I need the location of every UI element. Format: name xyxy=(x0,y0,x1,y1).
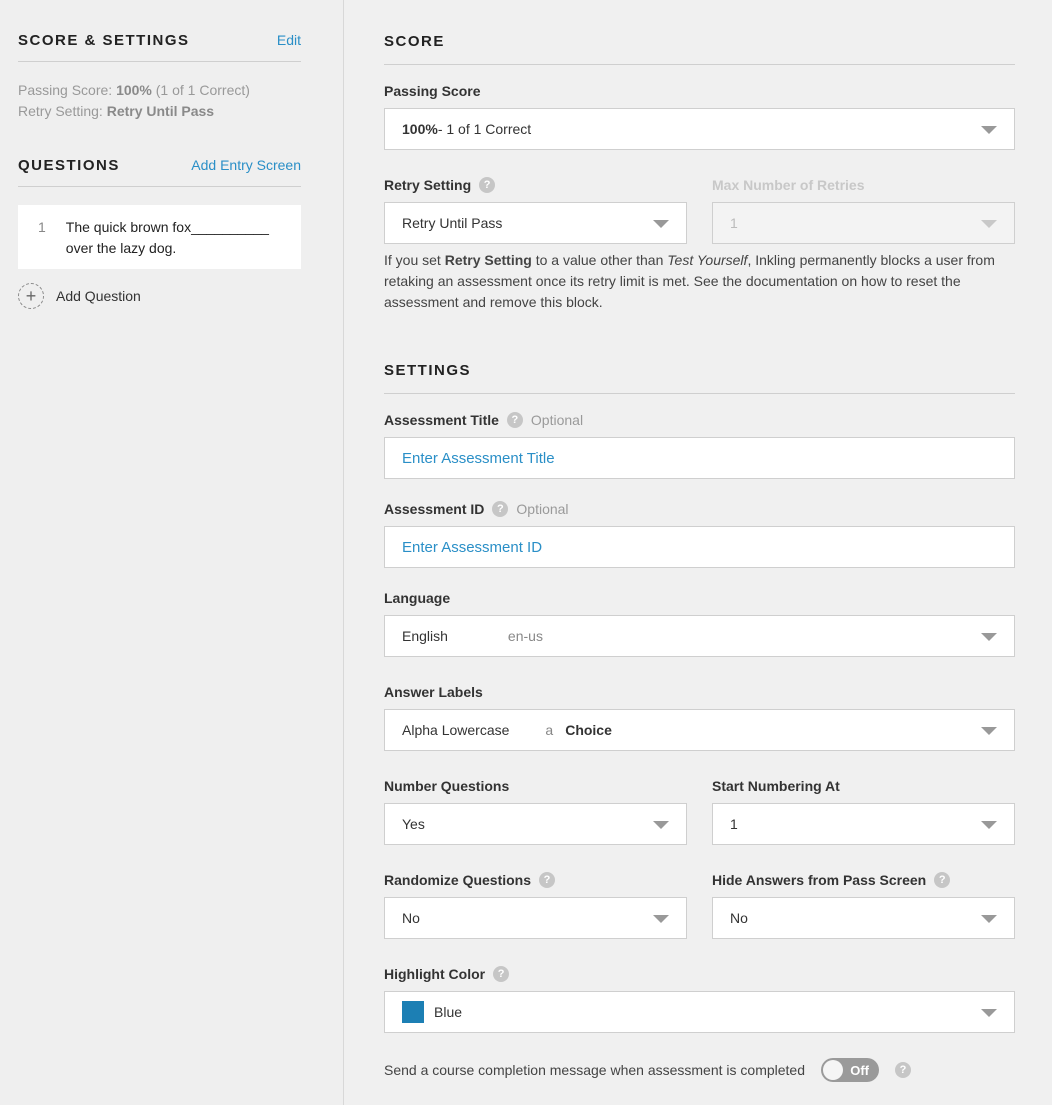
retry-note: If you set Retry Setting to a value other than Test Yourself, Inkling permanently blocks a user from retaking an assessment once its retry limit is met. See the documentation on how to reset the assessment and remove this block. xyxy=(384,252,995,310)
sidebar xyxy=(0,0,344,1105)
chevron-down-icon xyxy=(981,727,997,735)
optional-tag: Optional xyxy=(516,501,569,517)
question-number: 1 xyxy=(38,219,46,235)
add-entry-screen-link[interactable]: Add Entry Screen xyxy=(191,157,301,173)
add-question-button[interactable] xyxy=(18,283,141,309)
answer-label-sample: a xyxy=(545,722,554,738)
highlight-color-label: Highlight Color ? xyxy=(384,966,509,982)
answer-labels-label: Answer Labels xyxy=(384,684,483,700)
randomize-questions-label: Randomize Questions ? xyxy=(384,872,555,888)
chevron-down-icon xyxy=(981,126,997,134)
color-swatch xyxy=(402,1001,424,1023)
assessment-id-input[interactable] xyxy=(384,526,1015,568)
max-retries-label: Max Number of Retries xyxy=(712,177,865,193)
help-icon[interactable]: ? xyxy=(493,966,509,982)
chevron-down-icon xyxy=(981,821,997,829)
add-question-label: Add Question xyxy=(56,288,141,304)
chevron-down-icon xyxy=(981,1009,997,1017)
assessment-title-placeholder: Enter Assessment Title xyxy=(402,449,555,467)
highlight-color-select[interactable]: Blue xyxy=(384,991,1015,1033)
retry-setting-label: Retry Setting ? xyxy=(384,177,495,193)
start-numbering-select[interactable]: 1 xyxy=(712,803,1015,845)
chevron-down-icon xyxy=(653,220,669,228)
completion-message-label: Send a course completion message when assessment is completed xyxy=(384,1062,805,1078)
hide-answers-select[interactable]: No xyxy=(712,897,1015,939)
edit-link[interactable]: Edit xyxy=(276,32,301,48)
score-section-title: SCORE xyxy=(384,33,1015,65)
assessment-title-input[interactable] xyxy=(384,437,1015,479)
passing-score-label: Passing Score xyxy=(384,83,481,99)
language-label: Language xyxy=(384,590,451,606)
settings-section-title: SETTINGS xyxy=(384,362,1015,394)
chevron-down-icon xyxy=(653,915,669,923)
randomize-questions-select[interactable]: No xyxy=(384,897,687,939)
number-questions-label: Number Questions xyxy=(384,778,510,794)
completion-message-toggle[interactable] xyxy=(821,1058,879,1082)
question-text: The quick brown fox__________ over the lazy dog. xyxy=(65,219,269,256)
assessment-id-label: Assessment ID ? Optional xyxy=(384,501,569,517)
help-icon[interactable]: ? xyxy=(507,412,523,428)
language-code: en-us xyxy=(507,628,543,644)
toggle-knob xyxy=(823,1060,843,1080)
score-summary: Passing Score: 100% (1 of 1 Correct) Retry Setting: Retry Until Pass xyxy=(18,82,250,119)
score-settings-header xyxy=(18,32,301,62)
question-list-item[interactable] xyxy=(18,205,301,269)
help-icon[interactable]: ? xyxy=(934,872,950,888)
questions-title: QUESTIONS xyxy=(18,157,120,174)
chevron-down-icon xyxy=(653,821,669,829)
help-icon[interactable]: ? xyxy=(539,872,555,888)
passing-score-summary: 100% xyxy=(116,82,152,98)
score-settings-title: SCORE & SETTINGS xyxy=(18,32,190,49)
optional-tag: Optional xyxy=(530,412,584,428)
questions-header xyxy=(18,157,301,187)
chevron-down-icon xyxy=(981,633,997,641)
retry-setting-summary: Retry Until Pass xyxy=(106,103,215,119)
passing-score-select[interactable]: 100% - 1 of 1 Correct xyxy=(384,108,1015,150)
chevron-down-icon xyxy=(981,915,997,923)
completion-message-row xyxy=(384,1058,911,1082)
retry-setting-select[interactable]: Retry Until Pass xyxy=(384,202,687,244)
max-retries-select: 1 xyxy=(712,202,1015,244)
main-panel xyxy=(344,0,1052,1105)
hide-answers-label: Hide Answers from Pass Screen ? xyxy=(712,872,950,888)
answer-labels-select[interactable]: Alpha Lowercase a Choice xyxy=(384,709,1015,751)
answer-label-choice: Choice xyxy=(565,722,612,738)
assessment-id-placeholder: Enter Assessment ID xyxy=(402,538,543,556)
help-icon[interactable]: ? xyxy=(492,501,508,517)
help-icon[interactable]: ? xyxy=(895,1062,911,1078)
toggle-state: Off xyxy=(850,1062,869,1078)
help-icon[interactable]: ? xyxy=(479,177,495,193)
plus-icon: + xyxy=(18,283,44,309)
number-questions-select[interactable]: Yes xyxy=(384,803,687,845)
assessment-title-label: Assessment Title ? Optional xyxy=(384,412,584,428)
chevron-down-icon xyxy=(981,220,997,228)
language-select[interactable]: English en-us xyxy=(384,615,1015,657)
start-numbering-label: Start Numbering At xyxy=(712,778,840,794)
